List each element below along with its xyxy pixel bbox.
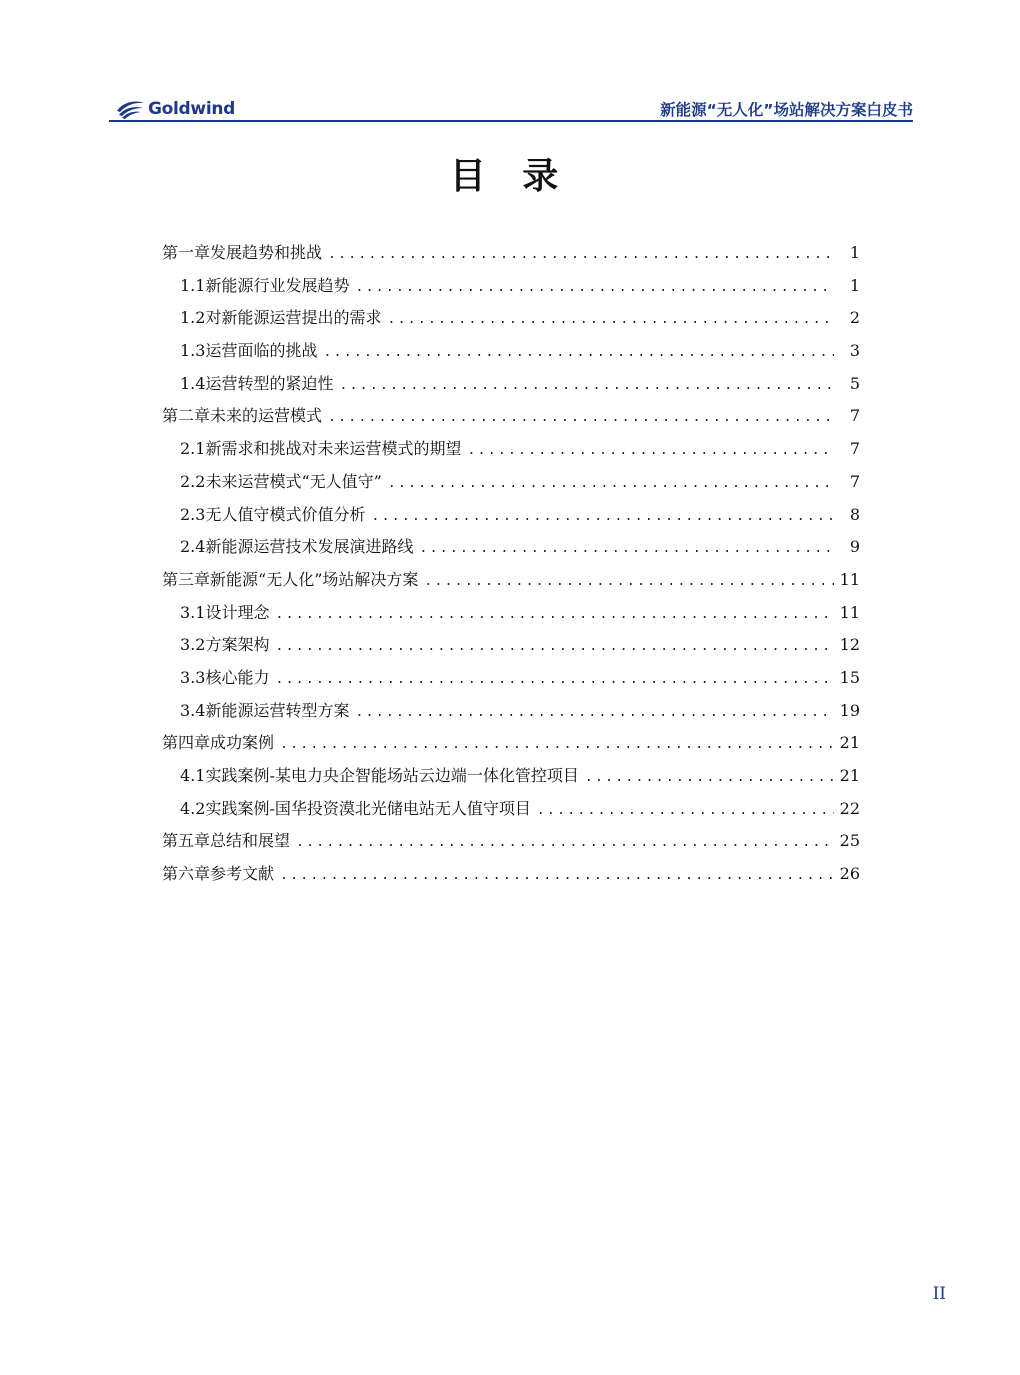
toc-dot-leader bbox=[387, 312, 834, 327]
toc-entry-label: 对新能源运营提出的需求 bbox=[205, 308, 382, 328]
toc-dot-leader bbox=[371, 509, 834, 524]
toc-entry-page: 25 bbox=[839, 831, 860, 851]
toc-entry-page: 1 bbox=[849, 243, 860, 262]
toc-entry-label: 成功案例 bbox=[210, 733, 275, 753]
document-title: 新能源“无人化”场站解决方案白皮书 bbox=[660, 101, 913, 119]
toc-entry-number: 3.3 bbox=[180, 667, 206, 687]
toc-dot-leader bbox=[355, 705, 834, 720]
toc-chapter-entry[interactable] bbox=[162, 240, 860, 273]
toc-chapter-entry[interactable] bbox=[162, 730, 860, 763]
goldwind-logo bbox=[115, 98, 235, 120]
toc-entry-label: 新需求和挑战对未来运营模式的期望 bbox=[205, 439, 462, 459]
table-of-contents bbox=[162, 240, 860, 894]
toc-entry-label: 发展趋势和挑战 bbox=[210, 243, 323, 262]
logo-text: Goldwind bbox=[148, 99, 236, 119]
toc-entry-label: 未来的运营模式 bbox=[210, 406, 323, 426]
header-divider bbox=[109, 120, 913, 122]
toc-section-entry[interactable] bbox=[162, 796, 860, 829]
toc-dot-leader bbox=[275, 639, 834, 654]
toc-entry-page: 9 bbox=[849, 537, 860, 557]
toc-entry-page: 1 bbox=[849, 275, 860, 295]
page-number: II bbox=[932, 1284, 946, 1304]
toc-dot-leader bbox=[339, 378, 834, 393]
toc-section-entry[interactable] bbox=[162, 665, 860, 698]
toc-entry-page: 11 bbox=[839, 569, 860, 589]
toc-section-entry[interactable] bbox=[162, 698, 860, 731]
toc-entry-page: 7 bbox=[849, 439, 860, 459]
toc-entry-label: 新能源运营技术发展演进路线 bbox=[205, 537, 414, 557]
toc-entry-page: 19 bbox=[839, 700, 860, 720]
toc-entry-page: 26 bbox=[839, 864, 860, 884]
toc-entry-label: 参考文献 bbox=[210, 864, 275, 884]
toc-entry-page: 21 bbox=[839, 766, 860, 785]
toc-entry-label: 新能源行业发展趋势 bbox=[205, 275, 350, 295]
toc-section-entry[interactable] bbox=[162, 273, 860, 306]
toc-section-entry[interactable] bbox=[162, 469, 860, 502]
toc-entry-number: 2.1 bbox=[180, 439, 206, 459]
swoosh-logo-icon bbox=[115, 99, 145, 119]
toc-entry-page: 7 bbox=[849, 406, 860, 426]
toc-entry-number: 1.4 bbox=[180, 373, 206, 393]
toc-entry-label: 无人值守模式价值分析 bbox=[205, 504, 366, 524]
toc-dot-leader bbox=[280, 868, 834, 883]
toc-dot-leader bbox=[585, 770, 834, 785]
toc-dot-leader bbox=[424, 574, 834, 589]
toc-entry-page: 11 bbox=[839, 602, 860, 622]
toc-entry-number: 第四章 bbox=[162, 733, 211, 753]
toc-section-entry[interactable] bbox=[162, 338, 860, 371]
toc-dot-leader bbox=[355, 280, 834, 295]
toc-section-entry[interactable] bbox=[162, 534, 860, 567]
toc-section-entry[interactable] bbox=[162, 763, 860, 796]
toc-entry-label: 运营转型的紧迫性 bbox=[205, 373, 334, 393]
toc-entry-label: 设计理念 bbox=[205, 602, 270, 622]
toc-entry-label: 方案架构 bbox=[205, 635, 270, 655]
toc-entry-page: 5 bbox=[849, 373, 860, 393]
toc-entry-number: 2.3 bbox=[180, 504, 206, 524]
toc-entry-number: 2.2 bbox=[180, 471, 206, 491]
toc-chapter-entry[interactable] bbox=[162, 567, 860, 600]
toc-entry-number: 第三章 bbox=[162, 569, 211, 589]
toc-entry-label: 实践案例-某电力央企智能场站云边端一体化管控项目 bbox=[205, 766, 579, 785]
toc-entry-label: 未来运营模式“无人值守” bbox=[205, 471, 382, 491]
toc-entry-label: 核心能力 bbox=[205, 667, 270, 687]
toc-dot-leader bbox=[328, 247, 834, 262]
toc-dot-leader bbox=[419, 541, 834, 556]
toc-entry-label: 运营面临的挑战 bbox=[205, 341, 318, 361]
toc-entry-page: 12 bbox=[839, 635, 860, 655]
toc-entry-number: 3.2 bbox=[180, 635, 206, 655]
toc-entry-number: 3.4 bbox=[180, 700, 206, 720]
toc-entry-number: 2.4 bbox=[180, 537, 206, 557]
toc-entry-number: 第五章 bbox=[162, 831, 211, 851]
toc-section-entry[interactable] bbox=[162, 371, 860, 404]
toc-entry-label: 实践案例-国华投资漠北光储电站无人值守项目 bbox=[205, 798, 531, 818]
toc-section-entry[interactable] bbox=[162, 502, 860, 535]
toc-section-entry[interactable] bbox=[162, 632, 860, 665]
toc-entry-page: 7 bbox=[849, 471, 860, 491]
toc-entry-page: 3 bbox=[849, 341, 860, 361]
toc-section-entry[interactable] bbox=[162, 600, 860, 633]
toc-entry-page: 15 bbox=[839, 667, 860, 687]
toc-dot-leader bbox=[275, 672, 834, 687]
toc-dot-leader bbox=[323, 345, 834, 360]
toc-entry-page: 2 bbox=[849, 308, 860, 328]
toc-entry-number: 3.1 bbox=[180, 602, 206, 622]
toc-chapter-entry[interactable] bbox=[162, 403, 860, 436]
toc-dot-leader bbox=[328, 410, 834, 425]
toc-entry-number: 1.2 bbox=[180, 308, 206, 328]
toc-chapter-entry[interactable] bbox=[162, 861, 860, 894]
toc-entry-number: 4.2 bbox=[180, 798, 206, 818]
toc-entry-number: 第一章 bbox=[162, 243, 211, 262]
toc-entry-number: 第二章 bbox=[162, 406, 211, 426]
toc-section-entry[interactable] bbox=[162, 436, 860, 469]
toc-dot-leader bbox=[388, 476, 834, 491]
toc-heading: 目 录 bbox=[449, 156, 571, 197]
toc-entry-page: 21 bbox=[839, 733, 860, 753]
toc-dot-leader bbox=[467, 443, 834, 458]
toc-entry-number: 第六章 bbox=[162, 864, 211, 884]
toc-dot-leader bbox=[280, 737, 834, 752]
toc-entry-number: 1.3 bbox=[180, 341, 206, 361]
page-header bbox=[109, 92, 913, 122]
toc-dot-leader bbox=[537, 803, 834, 818]
toc-entry-page: 22 bbox=[839, 798, 860, 818]
toc-dot-leader bbox=[275, 607, 834, 622]
toc-dot-leader bbox=[296, 835, 834, 850]
toc-section-entry[interactable] bbox=[162, 305, 860, 338]
toc-entry-label: 新能源“无人化”场站解决方案 bbox=[210, 569, 419, 589]
toc-entry-page: 8 bbox=[849, 504, 860, 524]
toc-entry-label: 新能源运营转型方案 bbox=[205, 700, 350, 720]
toc-entry-label: 总结和展望 bbox=[210, 831, 291, 851]
toc-chapter-entry[interactable] bbox=[162, 828, 860, 861]
toc-entry-number: 1.1 bbox=[180, 275, 206, 295]
toc-entry-number: 4.1 bbox=[180, 766, 206, 785]
